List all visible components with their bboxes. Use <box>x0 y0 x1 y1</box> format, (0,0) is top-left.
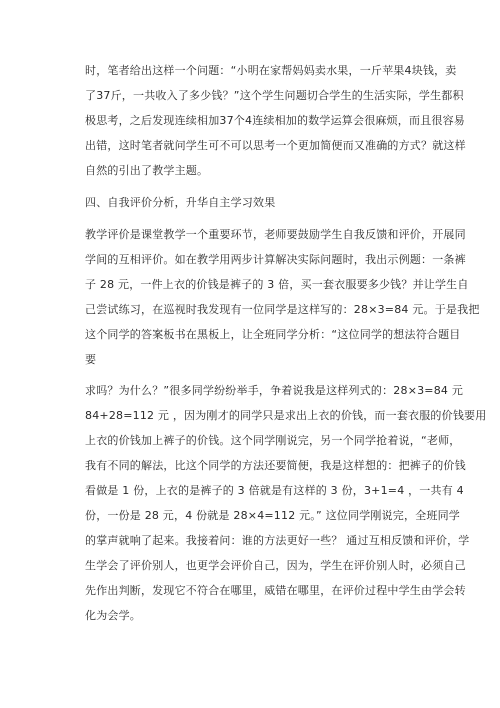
text-line: 学间的互相评价。如在教学用两步计算解决实际问题时，我出示例题：一条裤 <box>85 253 466 266</box>
section-heading: 四、自我评价分析，升华自主学习效果 <box>85 196 276 209</box>
text-line: 先作出判断，发现它不符合在哪里，威错在哪里，在评价过程中学生由学会转 <box>85 584 466 597</box>
text-line: 看做是 1 份，上衣的是裤子的 3 倍就是有这样的 3 份，3+1=4 ，一共有 4 <box>85 484 464 497</box>
text-line: 生学会了评价别人，也更学会评价自己，因为，学生在评价别人时，必须自己 <box>85 559 466 572</box>
text-line: 份，一份是 28 元，4 份就是 28×4=112 元。” 这位同学刚说完，全班同学 <box>85 509 460 522</box>
text-line: 这个同学的答案板书在黑板上，让全班同学分析：“这位同学的想法符合题目 <box>85 328 461 341</box>
text-line: 我有不同的解法，比这个同学的方法还要简便，我是这样想的：把裤子的价钱 <box>85 459 466 472</box>
text-line: 化为会学。 <box>85 609 141 622</box>
text-line: 84+28=112 元 ，因为刚才的同学只是求出上衣的价钱，而一套衣服的价钱要用 <box>85 409 487 422</box>
text-line: 的掌声就响了起来。我接着问：谁的方法更好一些？ 通过互相反馈和评价，学 <box>85 534 470 547</box>
text-line: 极思考，之后发现连续相加37个4连续相加的数学运算会很麻烦，而且很容易 <box>85 114 465 127</box>
text-line: 教学评价是课堂教学一个重要环节，老师要鼓励学生自我反馈和评价，开展同 <box>85 228 466 241</box>
text-line: 己尝试练习，在巡视时我发现有一位同学是这样写的：28×3=84 元。于是我把 <box>85 303 480 316</box>
text-line: 上衣的价钱加上裤子的价钱。这个同学刚说完，另一个同学抢着说，“老师， <box>85 434 461 447</box>
text-line: 了37斤，一共收入了多少钱？”这个学生问题切合学生的生活实际，学生都积 <box>85 89 464 102</box>
text-line: 时，笔者给出这样一个问题：“小明在家帮妈妈卖水果，一斤苹果4块钱，卖 <box>85 64 457 77</box>
text-line: 求吗？为什么？”很多同学纷纷举手，争着说我是这样列式的：28×3=84 元 <box>85 384 464 397</box>
text-line: 要 <box>85 353 97 366</box>
text-line: 自然的引出了教学主题。 <box>85 164 209 177</box>
text-line: 子 28 元，一件上衣的价钱是裤子的 3 倍，买一套衣服要多少钱？并让学生自 <box>85 278 469 291</box>
text-line: 出错，这时笔者就问学生可不可以思考一个更加简便而又准确的方式？就这样 <box>85 139 466 152</box>
